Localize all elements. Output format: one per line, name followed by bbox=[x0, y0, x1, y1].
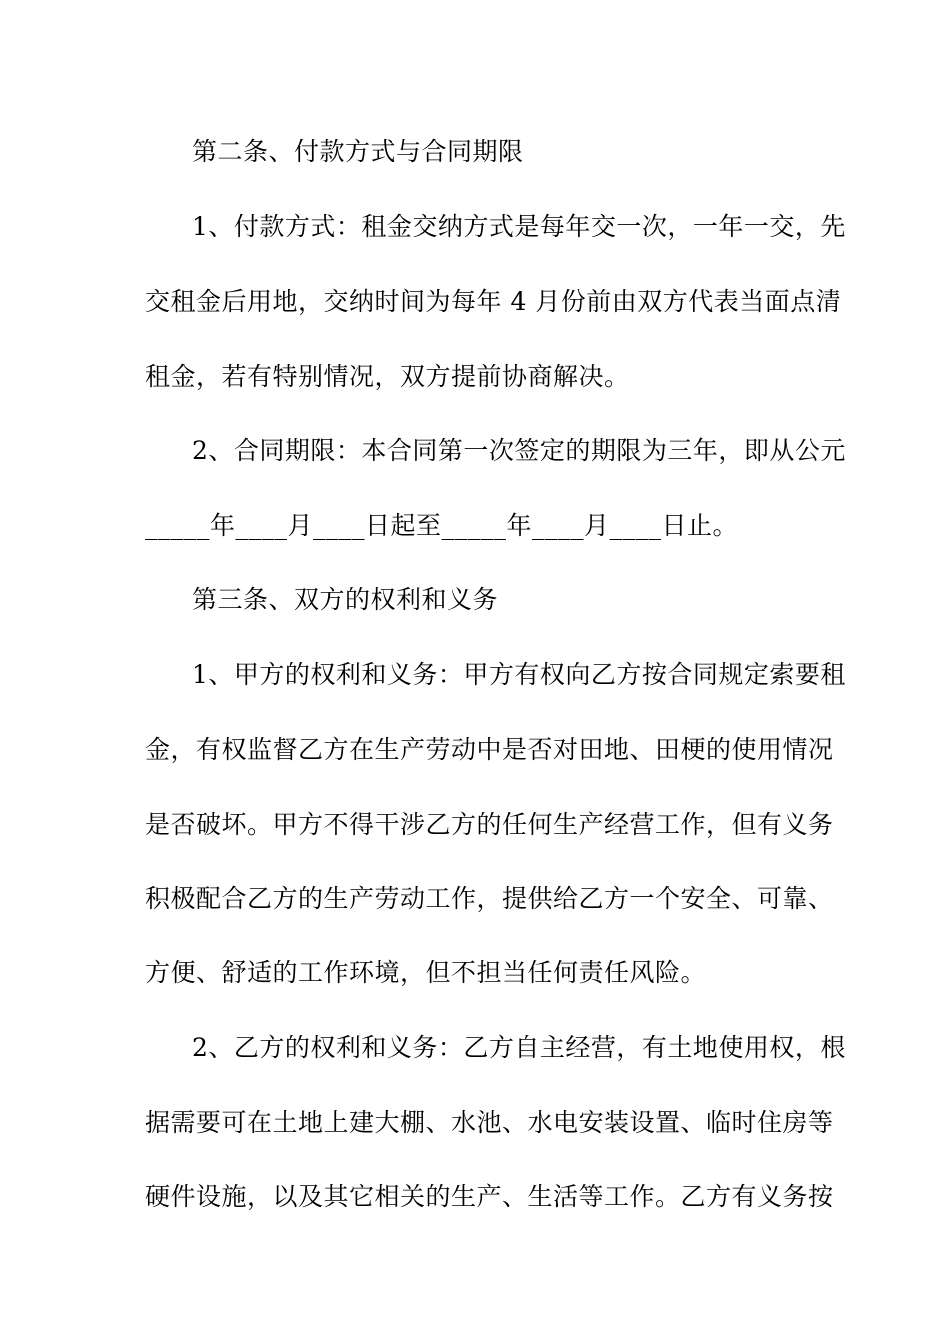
paragraph-line: 交租金后用地，交纳时间为每年 4 月份前由双方代表当面点清 bbox=[145, 287, 842, 316]
section-heading-article-2: 第二条、付款方式与合同期限 bbox=[192, 137, 524, 166]
paragraph-line: 据需要可在土地上建大棚、水池、水电安装设置、临时住房等 bbox=[145, 1108, 834, 1137]
paragraph-line: 方便、舒适的工作环境，但不担当任何责任风险。 bbox=[145, 958, 707, 987]
paragraph-line: 是否破坏。甲方不得干涉乙方的任何生产经营工作，但有义务 bbox=[145, 810, 834, 839]
paragraph-line: 1、付款方式：租金交纳方式是每年交一次，一年一交，先 bbox=[192, 212, 846, 241]
paragraph-line: 2、乙方的权利和义务：乙方自主经营，有土地使用权，根 bbox=[192, 1033, 846, 1062]
paragraph-line: 硬件设施，以及其它相关的生产、生活等工作。乙方有义务按 bbox=[145, 1182, 834, 1211]
section-heading-article-3: 第三条、双方的权利和义务 bbox=[192, 585, 499, 614]
paragraph-line: 金，有权监督乙方在生产劳动中是否对田地、田梗的使用情况 bbox=[145, 735, 834, 764]
paragraph-line: 2、合同期限：本合同第一次签定的期限为三年，即从公元 bbox=[192, 436, 846, 465]
paragraph-line: 租金，若有特别情况，双方提前协商解决。 bbox=[145, 362, 630, 391]
paragraph-line-date-blanks: _____年____月____日起至_____年____月____日止。 bbox=[145, 511, 739, 540]
paragraph-line: 1、甲方的权利和义务：甲方有权向乙方按合同规定索要租 bbox=[192, 660, 846, 689]
paragraph-line: 积极配合乙方的生产劳动工作，提供给乙方一个安全、可靠、 bbox=[145, 884, 834, 913]
